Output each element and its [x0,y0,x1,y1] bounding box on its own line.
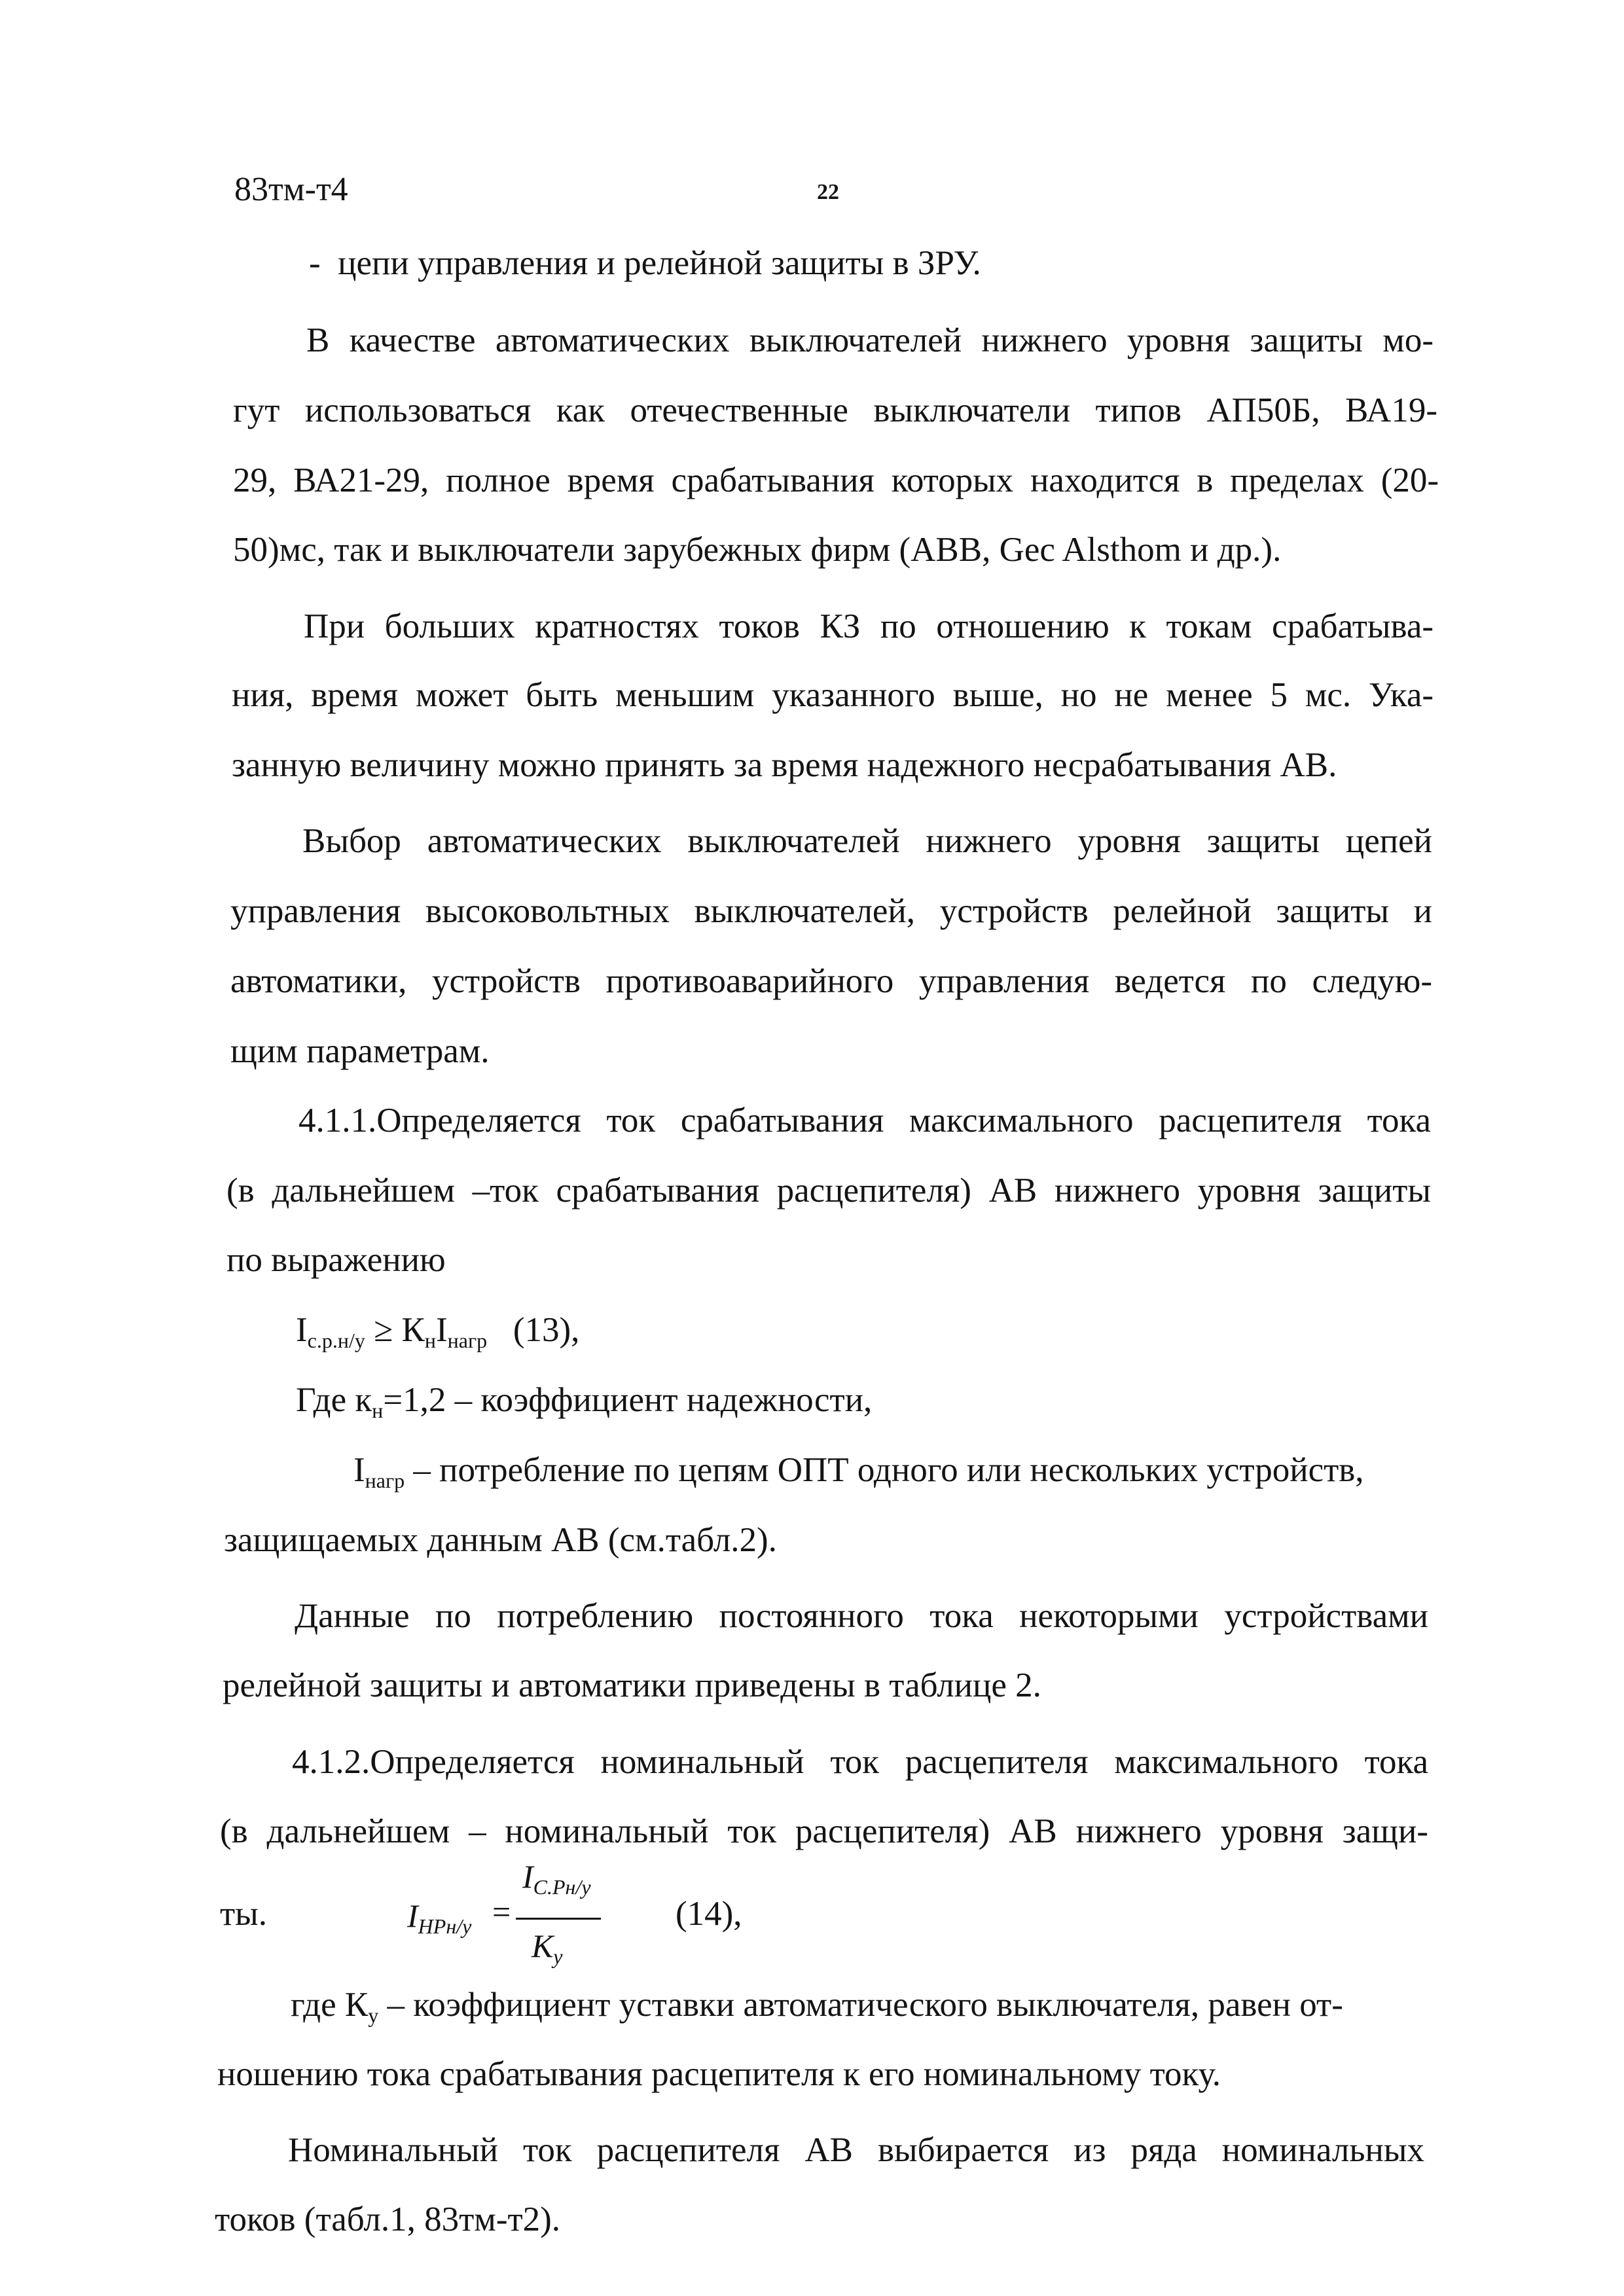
text-line: При больших кратностях токов КЗ по отношению к токам срабатыва- [304,607,1434,645]
formula-subscript: НРн/у [418,1914,472,1938]
fraction-bar [516,1918,601,1920]
line-fragment: ты. [220,1895,268,1933]
coefficient-definition [296,1379,872,1421]
document-code: 83тм-т4 [234,171,348,208]
formula-subscript: н [424,1329,436,1352]
page-number: 22 [817,180,839,204]
formula-subscript: нагр [365,1469,405,1492]
text-line: 4.1.1.Определяется ток срабатывания максимального расцепителя тока [298,1102,1431,1139]
fraction-denominator [532,1927,563,1968]
definition-text: – потребление по цепям ОПТ одного или нескольких устройств, [405,1451,1364,1489]
formula-symbol: К [401,1311,425,1349]
formula-symbol: I [522,1858,533,1895]
formula-symbol: К [532,1928,554,1964]
formula-subscript: у [553,1945,563,1968]
text-line: 50)мс, так и выключатели зарубежных фирм (АВВ, Gec Alsthom и др.). [233,531,1282,569]
load-current-definition [353,1449,1364,1491]
text-line: Данные по потреблению постоянного тока некоторыми устройствами [295,1597,1428,1635]
text-line: (в дальнейшем –ток срабатывания расцепителя) АВ нижнего уровня защиты [226,1172,1431,1210]
formula-subscript: С.Рн/у [533,1875,591,1899]
text-line: 29, ВА21-29, полное время срабатывания которых находится в пределах (20- [233,461,1439,499]
formula-subscript: нагр [447,1329,488,1352]
formula-13 [296,1309,579,1351]
definition-text: – коэффициент уставки автоматического выключателя, равен от- [378,1986,1343,2024]
text-line: ношению тока срабатывания расцепителя к его номинальному току. [217,2055,1221,2093]
text-line: управления высоковольтных выключателей, устройств релейной защиты и [230,892,1432,930]
text-line: занную величину можно принять за время надежного несрабатывания АВ. [232,746,1337,784]
text-line: токов (табл.1, 83тм-т2). [215,2200,561,2238]
definition-text: где К [291,1986,369,2024]
text-line: - цепи управления и релейной защиты в ЗРУ. [309,244,981,282]
text-line: Номинальный ток расцепителя АВ выбирается из ряда номинальных [288,2131,1424,2169]
formula-subscript: у [368,2003,379,2027]
formula-symbol: I [353,1451,365,1489]
equation-number: (13), [513,1311,580,1349]
text-line: 4.1.2.Определяется номинальный ток расцепителя максимального тока [292,1743,1428,1781]
definition-text: Где к [296,1381,372,1419]
formula-equals: = [492,1893,511,1930]
formula-subscript: н [372,1399,384,1422]
formula-lhs [407,1897,472,1938]
fraction-numerator [522,1857,591,1899]
formula-operator: ≥ [374,1311,393,1349]
text-line: автоматики, устройств противоаварийного управления ведется по следую- [230,962,1432,1000]
text-line: ния, время может быть меньшим указанного выше, но не менее 5 мс. Ука- [232,676,1434,714]
text-line: щим параметрам. [230,1032,490,1070]
formula-symbol: I [296,1311,308,1349]
definition-text: =1,2 – коэффициент надежности, [383,1381,873,1419]
text-line: релейной защиты и автоматики приведены в таблице 2. [223,1666,1041,1704]
text-line: гут использоваться как отечественные выключатели типов АП50Б, ВА19- [233,391,1437,429]
text-line: по выражению [226,1241,446,1279]
coefficient-definition [291,1984,1343,2026]
text-line: Выбор автоматических выключателей нижнего уровня защиты цепей [302,822,1432,860]
text-line: (в дальнейшем – номинальный ток расцепителя) АВ нижнего уровня защи- [220,1812,1428,1850]
text-line: В качестве автоматических выключателей нижнего уровня защиты мо- [306,321,1434,359]
text-line: защищаемых данным АВ (см.табл.2). [224,1521,777,1559]
formula-symbol: I [435,1311,448,1349]
equation-number: (14), [676,1895,742,1933]
formula-subscript: с.р.н/у [307,1329,365,1352]
formula-symbol: I [407,1897,418,1934]
